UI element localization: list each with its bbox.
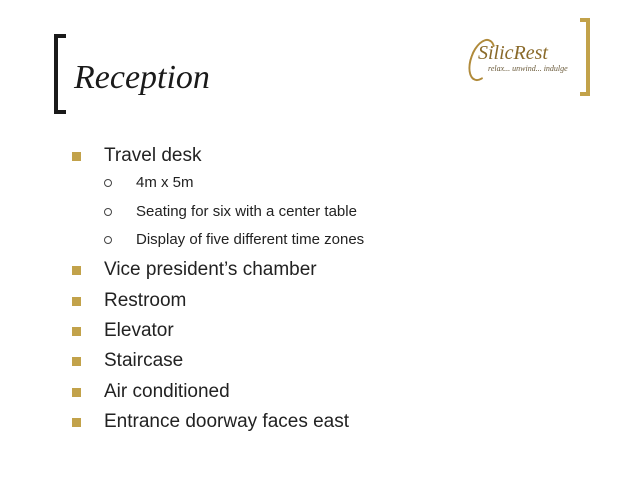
logo-tagline: relax... unwind... indulge (488, 64, 568, 73)
circle-bullet-icon (104, 208, 112, 216)
square-bullet-icon (72, 297, 81, 306)
square-bullet-icon (72, 418, 81, 427)
square-bullet-icon (72, 152, 81, 161)
list-item-text: Air conditioned (104, 381, 230, 402)
sub-list-item-text: Seating for six with a center table (136, 203, 357, 220)
square-bullet-icon (72, 357, 81, 366)
list-item-text: Restroom (104, 290, 187, 311)
circle-bullet-icon (104, 179, 112, 187)
list-item-text: Vice president’s chamber (104, 259, 317, 280)
list-item-text: Elevator (104, 320, 174, 341)
logo-name: SilicRest (478, 42, 548, 64)
sub-list-item-text: Display of five different time zones (136, 231, 365, 248)
circle-bullet-icon (104, 236, 112, 244)
square-bullet-icon (72, 266, 81, 275)
list-item-text: Staircase (104, 350, 184, 371)
square-bullet-icon (72, 388, 81, 397)
sub-list-item-text: 4m x 5m (136, 174, 194, 191)
square-bullet-icon (72, 327, 81, 336)
list-item-text: Entrance doorway faces east (104, 411, 350, 432)
list-item-text: Travel desk (104, 145, 202, 166)
slide-title: Reception (74, 59, 210, 96)
